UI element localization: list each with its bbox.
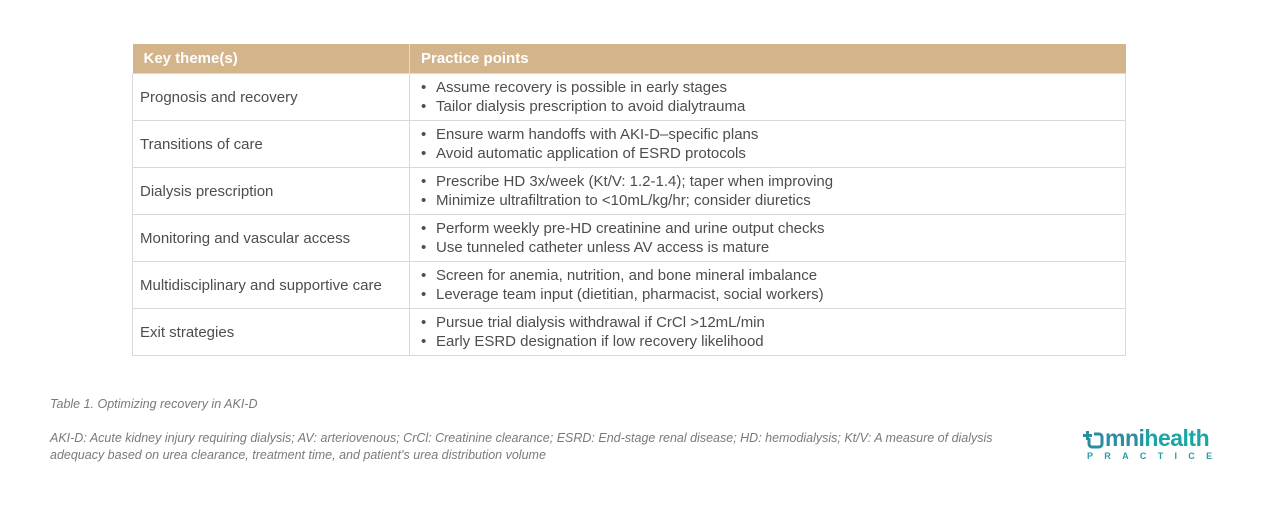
points-cell — [410, 262, 1126, 309]
list-item: • Minimize ultrafiltration to <10mL/kg/hr; consider diuretics — [421, 191, 1125, 210]
points-list — [421, 172, 1125, 210]
points-list — [421, 313, 1125, 351]
points-cell — [410, 309, 1126, 356]
list-item: • Ensure warm handoffs with AKI-D–specific plans — [421, 125, 1125, 144]
logo-subtitle: PRACTICE — [1087, 451, 1224, 461]
logo-omni-text: mni — [1105, 425, 1145, 451]
list-item: • Perform weekly pre-HD creatinine and urine output checks — [421, 219, 1125, 238]
theme-cell: Exit strategies — [133, 309, 410, 356]
points-cell — [410, 121, 1126, 168]
abbreviations-footnote: AKI-D: Acute kidney injury requiring dialysis; AV: arteriovenous; CrCl: Creatinine clearance; ESRD: End-stage renal disease; HD: hemodialysis; Kt/V: A measure of dialysis adequacy based on urea clearance, treatment time, and patient’s urea distribution volume — [50, 431, 993, 462]
points-list — [421, 266, 1125, 304]
theme-cell: Transitions of care — [133, 121, 410, 168]
list-item: • Assume recovery is possible in early stages — [421, 78, 1125, 97]
logo-health-text: health — [1144, 425, 1210, 451]
header-key-themes: Key theme(s) — [133, 44, 410, 74]
points-list — [421, 78, 1125, 116]
theme-cell: Dialysis prescription — [133, 168, 410, 215]
list-item: • Avoid automatic application of ESRD protocols — [421, 144, 1125, 163]
list-item: • Screen for anemia, nutrition, and bone mineral imbalance — [421, 266, 1125, 285]
table-row — [133, 215, 1126, 262]
practice-table — [132, 44, 1126, 356]
logo-o-cross-icon — [1083, 427, 1105, 449]
theme-cell: Multidisciplinary and supportive care — [133, 262, 410, 309]
list-item: • Prescribe HD 3x/week (Kt/V: 1.2-1.4); taper when improving — [421, 172, 1125, 191]
table-row — [133, 168, 1126, 215]
list-item: • Pursue trial dialysis withdrawal if CrCl >12mL/min — [421, 313, 1125, 332]
table-row — [133, 121, 1126, 168]
header-practice-points: Practice points — [410, 44, 1126, 74]
points-list — [421, 125, 1125, 163]
table-row — [133, 309, 1126, 356]
table-row — [133, 74, 1126, 121]
list-item: • Early ESRD designation if low recovery likelihood — [421, 332, 1125, 351]
practice-table-container — [132, 44, 1125, 356]
table-header-row — [133, 44, 1126, 74]
points-cell — [410, 74, 1126, 121]
points-cell — [410, 215, 1126, 262]
omnihealth-practice-logo — [1083, 426, 1223, 466]
points-cell — [410, 168, 1126, 215]
theme-cell: Monitoring and vascular access — [133, 215, 410, 262]
list-item: • Use tunneled catheter unless AV access is mature — [421, 238, 1125, 257]
list-item: • Leverage team input (dietitian, pharmacist, social workers) — [421, 285, 1125, 304]
table-row — [133, 262, 1126, 309]
points-list — [421, 219, 1125, 257]
theme-cell: Prognosis and recovery — [133, 74, 410, 121]
list-item: • Tailor dialysis prescription to avoid dialytrauma — [421, 97, 1125, 116]
logo-wordmark — [1083, 426, 1209, 450]
table-caption: Table 1. Optimizing recovery in AKI-D — [50, 397, 258, 411]
